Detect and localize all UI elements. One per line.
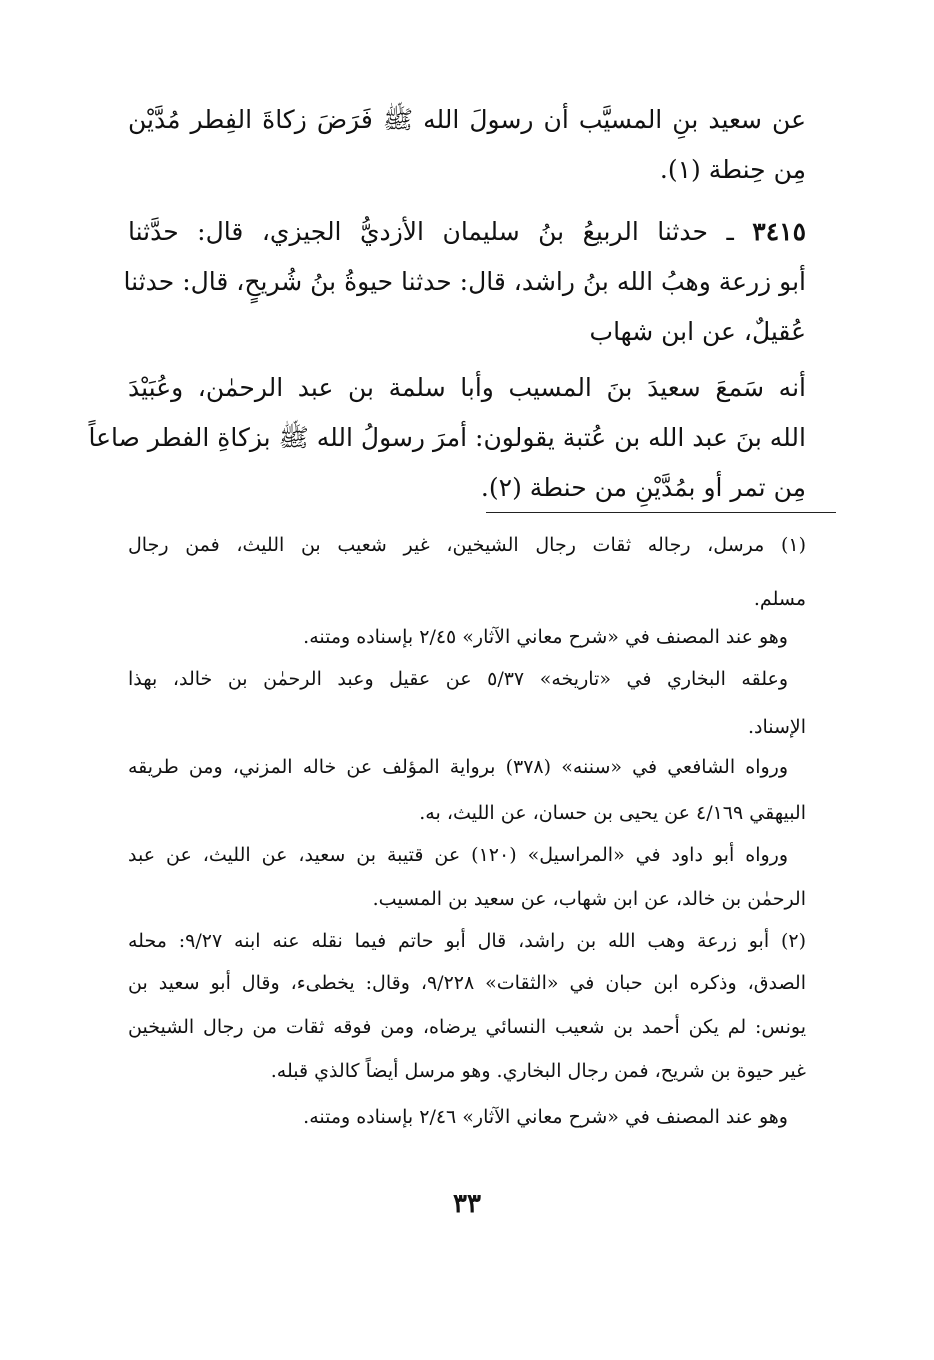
- footnote-line: الرحمٰن بن خالد، عن ابن شهاب، عن سعيد بن المسيب.: [372, 888, 806, 910]
- main-text-line: مِن تمر أو بمُدَّيْنِ من حنطة (٢).: [480, 473, 806, 502]
- main-text-line: الله بنَ عبد الله بن عُتبة يقولون: أمرَ رسولُ الله ﷺ بزكاةِ الفطر صاعاً: [88, 423, 806, 452]
- hadith-heading-line: [128, 212, 806, 252]
- page-number: ٣٣: [453, 1189, 481, 1219]
- main-text-line: أنه سَمعَ سعيدَ بنَ المسيب وأبا سلمة بن عبد الرحمٰن، وعُبَيْدَ: [128, 373, 806, 402]
- footnote-line: ورواه الشافعي في «سننه» (٣٧٨) برواية المؤلف عن خاله المزني، ومن طريقه: [128, 756, 788, 778]
- main-text-line: عُقيلٌ، عن ابن شهاب: [589, 317, 806, 346]
- footnote-line: البيهقي ٤/١٦٩ عن يحيى بن حسان، عن الليث، به.: [419, 802, 806, 824]
- footnote-line: (٢) أبو زرعة وهب الله بن راشد، قال أبو حاتم فيما نقله عنه ابنه ٩/٢٧: محله: [128, 930, 806, 952]
- footnote-line: غير حيوة بن شريح، فمن رجال البخاري. وهو مرسل أيضاً كالذي قبله.: [270, 1060, 806, 1082]
- footnote-line: وهو عند المصنف في «شرح معاني الآثار» ٢/٤٦ بإسناده ومتنه.: [303, 1106, 788, 1128]
- footnote-line: الصدق، وذكره ابن حبان في «الثقات» ٩/٢٢٨، وقال: يخطىء، وقال أبو سعيد بن: [128, 972, 806, 994]
- footnote-separator: [486, 512, 836, 513]
- main-text-line: مِن حِنطة (١).: [659, 155, 806, 184]
- main-text-line: أبو زرعة وهبُ الله بنُ راشد، قال: حدثنا حيوةُ بنُ شُريحٍ، قال: حدثنا: [123, 267, 806, 296]
- main-text-line: عن سعيد بنِ المسيَّب أن رسولَ الله ﷺ فَرَضَ زكاةَ الفِطر مُدَّيْن: [128, 105, 806, 134]
- footnote-line: مسلم.: [753, 588, 806, 610]
- footnote-line: يونس: لم يكن أحمد بن شعيب النسائي يرضاه، ومن فوقه ثقات من رجال الشيخين: [128, 1016, 806, 1038]
- hadith-heading-text: ـ حدثنا الربيعُ بنُ سليمان الأزديُّ الجيزي، قال: حدَّثنا: [128, 217, 753, 246]
- footnote-line: وعلقه البخاري في «تاريخه» ٥/٣٧ عن عقيل وعبد الرحمٰن بن خالد، بهذا: [128, 668, 788, 690]
- footnote-line: وهو عند المصنف في «شرح معاني الآثار» ٢/٤٥ بإسناده ومتنه.: [303, 626, 788, 648]
- hadith-number: ٣٤١٥: [752, 217, 806, 246]
- footnote-line: (١) مرسل، رجاله ثقات رجال الشيخين، غير شعيب بن الليث، فمن رجال: [128, 534, 806, 556]
- footnote-line: الإسناد.: [747, 716, 806, 738]
- footnote-line: ورواه أبو داود في «المراسيل» (١٢٠) عن قتيبة بن سعيد، عن الليث، عن عبد: [128, 844, 788, 866]
